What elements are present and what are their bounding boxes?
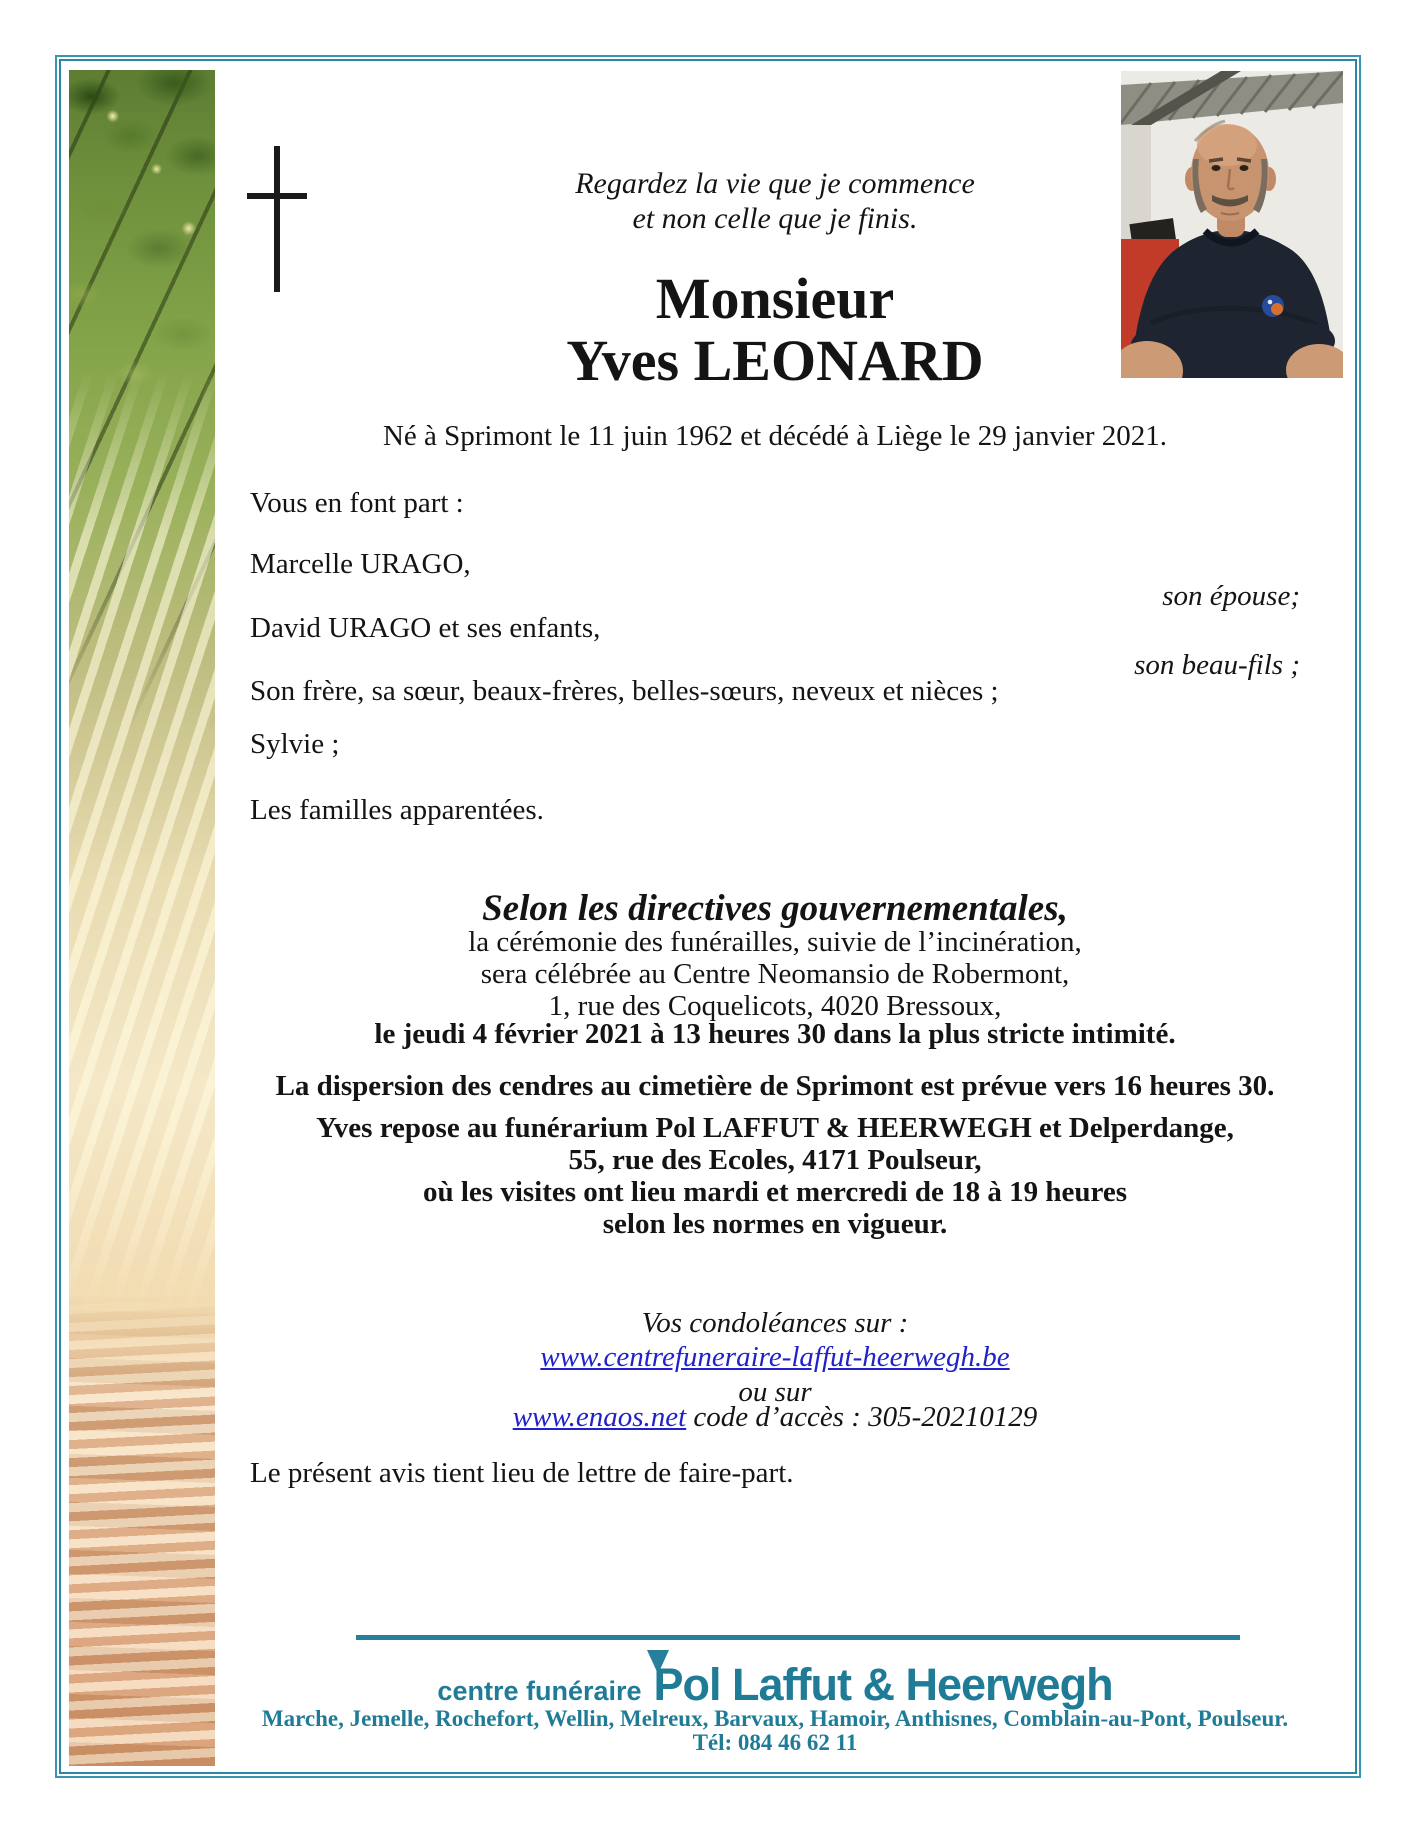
- condolences-link-wrap: [250, 1342, 1300, 1372]
- government-directive-heading: Selon les directives gouvernementales,: [482, 888, 1068, 929]
- memorial-quote: [250, 166, 1300, 236]
- footer-divider-line: [356, 1635, 1240, 1640]
- repose-line-1: Yves repose au funérarium Pol LAFFUT & HEERWEGH et Delperdange,: [316, 1112, 1234, 1144]
- ceremony-line-3: 1, rue des Coquelicots, 4020 Bressoux,: [548, 990, 1002, 1022]
- family-member: Son frère, sa sœur, beaux-frères, belles-sœurs, neveux et nièces ;: [250, 675, 999, 707]
- page-title: [250, 268, 1300, 392]
- ceremony-line-1: la cérémonie des funérailles, suivie de l’incinération,: [468, 926, 1082, 958]
- repose-line-2: 55, rue des Ecoles, 4171 Poulseur,: [568, 1144, 982, 1176]
- family-member: Les familles apparentées.: [250, 794, 544, 826]
- family-member: Marcelle URAGO,: [250, 548, 471, 580]
- condolences-link-1[interactable]: www.centrefuneraire-laffut-heerwegh.be: [540, 1341, 1010, 1373]
- deceased-name: Yves LEONARD: [566, 328, 984, 393]
- family-relation: son beau-fils ;: [1134, 649, 1300, 681]
- funeral-home-locations: Marche, Jemelle, Rochefort, Wellin, Melreux, Barvaux, Hamoir, Anthisnes, Comblain-au-Pont, Poulseur.: [261, 1706, 1289, 1731]
- family-relation: son épouse;: [1162, 580, 1300, 612]
- brand-main-text: Pol Laffut & Heerwegh: [653, 1659, 1113, 1710]
- quote-line-2: et non celle que je finis.: [632, 202, 918, 235]
- sandy-path: [69, 1296, 215, 1766]
- quote-line-1: Regardez la vie que je commence: [575, 167, 975, 200]
- funeral-home-phone: Tél: 084 46 62 11: [692, 1730, 858, 1755]
- ceremony-datetime: le jeudi 4 février 2021 à 13 heures 30 dans la plus stricte intimité.: [374, 1018, 1176, 1050]
- sunbeams: [69, 370, 215, 1320]
- condolences-intro: Vos condoléances sur :: [641, 1307, 909, 1339]
- photo-brow-left: [1209, 159, 1223, 161]
- announcement-intro: Vous en font part :: [250, 487, 464, 519]
- title-prefix: Monsieur: [655, 266, 895, 331]
- family-member: Sylvie ;: [250, 728, 340, 760]
- enaos-line: [250, 1402, 1300, 1432]
- condolences-link-2[interactable]: www.enaos.net: [512, 1401, 687, 1433]
- repose-line-3: où les visites ont lieu mardi et mercredi de 18 à 19 heures: [423, 1176, 1127, 1208]
- family-member: David URAGO et ses enfants,: [250, 612, 601, 644]
- repose-line-4: selon les normes en vigueur.: [602, 1208, 948, 1240]
- faire-part-notice: Le présent avis tient lieu de lettre de faire-part.: [250, 1457, 794, 1489]
- photo-brow-right: [1237, 159, 1251, 161]
- birth-death-line: Né à Sprimont le 11 juin 1962 et décédé à Liège le 29 janvier 2021.: [382, 420, 1168, 452]
- brand-small-text: centre funéraire: [437, 1676, 642, 1706]
- ceremony-details: [250, 926, 1300, 1022]
- access-code: code d’accès : 305-20210129: [686, 1401, 1038, 1433]
- ceremony-line-2: sera célébrée au Centre Neomansio de Robermont,: [480, 958, 1070, 990]
- repose-details: [250, 1112, 1300, 1240]
- condolences-or-text: ou sur: [738, 1376, 812, 1408]
- forest-path-image: [69, 70, 215, 1766]
- ashes-dispersion-line: La dispersion des cendres au cimetière de Sprimont est prévue vers 16 heures 30.: [275, 1070, 1275, 1102]
